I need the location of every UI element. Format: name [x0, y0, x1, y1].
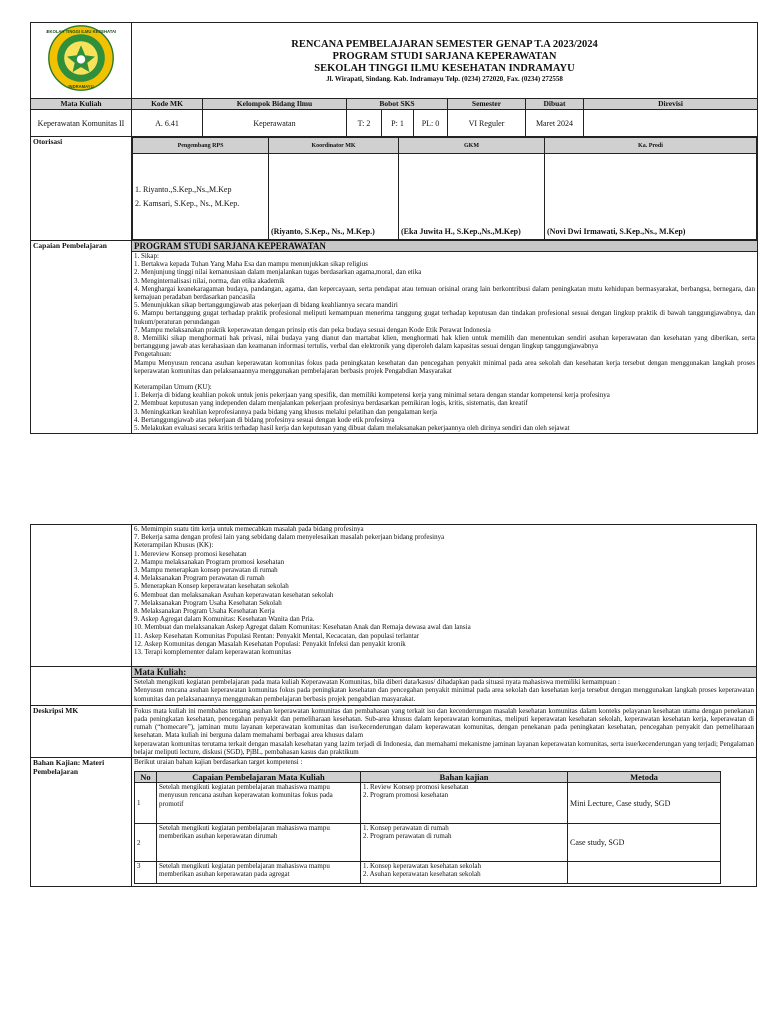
row-1-bahan-1: 1. Review Konsep promosi kesehatan: [363, 783, 469, 792]
kk-title: Keterampilan Khusus (KK):: [134, 541, 214, 550]
row-2-bahan: [361, 824, 568, 862]
rps-header-table: [30, 22, 758, 434]
kk-3: 3. Mampu menerapkan konsep perawatan di rumah: [134, 566, 278, 575]
row-1-cpmk: Setelah mengikuti kegiatan pembelajaran mahasiswa mampu menyusun rencana asuhan keperawatan komunitas fokus pada promotif: [157, 783, 361, 824]
bahan-intro: Berikut uraian bahan kajian berdasarkan target kompetensi :: [134, 758, 303, 767]
row-1-bahan: [361, 783, 568, 824]
kk-5: 5. Menerapkan Konsep keperawatan kesehatan sekolah: [134, 582, 289, 591]
sikap-4: 4. Menghargai keanekaragaman budaya, pandangan, agama, dan kepercayaan, serta pendapat atau temuan orisinal orang lain berkontribusi dalam peningkatan mutu kehidupan bermasyarakat, berbangsa, bernegara, dan kemajuan peradaban berdasarkan pancasila: [134, 284, 755, 302]
pengembang-2: 2. Kamsari, S.Kep., Ns., M.Kep.: [135, 198, 240, 208]
value-dibuat: Maret 2024: [526, 110, 584, 137]
value-semester: VI Reguler: [448, 110, 526, 137]
col-metoda: Metoda: [568, 772, 721, 783]
pengembang-list: [133, 154, 269, 240]
svg-text:INDRAMAYU: INDRAMAYU: [68, 84, 94, 90]
label-deskripsi: Deskripsi MK: [31, 705, 132, 757]
label-kelompok: Kelompok Bidang Ilmu: [203, 99, 347, 110]
otorisasi-col-kaprodi: Ka. Prodi: [545, 138, 757, 154]
otorisasi-table: [132, 137, 757, 240]
gkm-sign: [399, 154, 545, 240]
ku-1: 1. Bekerja di bidang keahlian pokok untuk jenis pekerjaan yang spesifik, dan memiliki kompetensi kerja yang minimal setara dengan standar kompetensi kerja profesinya: [134, 391, 610, 400]
label-otorisasi: Otorisasi: [31, 137, 132, 241]
row-3-no: 3: [135, 862, 157, 884]
kk-2: 2. Mampu melaksanakan Program promosi kesehatan: [134, 557, 285, 566]
row-2-bahan-1: 1. Konsep perawatan di rumah: [363, 824, 449, 833]
ku-5: 5. Melakukan evaluasi secara kritis terhadap hasil kerja dan keputusan yang dibuat dalam melaksanakan pekerjaannya oleh dirinya sendiri dan oleh sejawat: [134, 424, 570, 433]
value-kode: A. 6.41: [132, 110, 203, 137]
koordinator-sign: [269, 154, 399, 240]
row-2-cpmk: Setelah mengikuti kegiatan pembelajaran mahasiswa mampu memberikan asuhan keperawatan dirumah: [157, 824, 361, 862]
title-line-1: RENCANA PEMBELAJARAN SEMESTER GENAP T.A 2023/2024: [291, 38, 598, 50]
koordinator-name: (Riyanto, S.Kep., Ns., M.Kep.): [271, 227, 375, 236]
label-bahan-kajian: Bahan Kajian: Materi Pembelajaran: [31, 758, 132, 887]
kk-13: 13. Terapi komplementer dalam keperawatan komunitas: [134, 648, 292, 657]
row-2-no: 2: [135, 824, 157, 862]
bahan-cell: [132, 758, 757, 887]
pengetahuan-title: Pengetahuan:: [134, 350, 172, 359]
deskripsi-2: keperawatan komunitas terutama terkait dengan masalah kesehatan yang lazim terjadi di Indonesia, dan memahami mekanisme jaminan layanan keperawatan komunitas, serta isue/kecenderungan yang terjadi; Pengalaman belajar meliputi lecture, diskusi (SGD), PjBL, pembahasan kasus dan praktikum: [134, 739, 754, 756]
sikap-8: 8. Memiliki sikap menghormati hak privasi, nilai budaya yang dianut dan martabat klien, menghormati hak klien untuk memilih dan menentukan sendiri asuhan keperawatan dan kesehatan yang diberikan, serta bertanggung jawab atas kerahasiaan dan keamanan informasi tertulis, verbal dan elektronik yang diperoleh dalam kapasitas sesuai dengan lingkup tanggungjawabnya: [134, 334, 755, 351]
kk-4: 4. Melaksanakan Program perawatan di rumah: [134, 574, 265, 583]
sikap-5: 5. Menunjukkan sikap bertanggungjawab atas pekerjaan di bidang keahliannya secara mandiri: [134, 301, 398, 310]
mk-text-2: Menyusun rencana asuhan keperawatan komunitas fokus pada peningkatan kesehatan dan pencegahan penyakit minimal pada area sekolah dan kesehatan kerja tersebut dengan menggunakan langkah proses keperawatan komunitas dan pelaksanaannya menggunakan pembelajaran berbasis projek pengabdian masyarakat.: [134, 686, 754, 703]
sikap-2: 2. Menjunjung tinggi nilai kemanusiaan dalam menjalankan tugas berdasarkan agama,moral, dan etika: [134, 268, 422, 277]
sikap-7: 7. Mampu melaksanakan praktik keperawatan dengan prinsip etis dan peka budaya sesuai dengan Kode Etik Perawat Indonesia: [134, 325, 491, 334]
capaian-cell: [132, 241, 758, 434]
label-bobot-sks: Bobot SKS: [347, 99, 448, 110]
kk-10: 10. Membuat dan melaksanakan Askep Agregat dalam Komunitas: Kesehatan Anak dan Remaja dewasa awal dan lansia: [134, 623, 471, 632]
value-t: T: 2: [347, 110, 382, 137]
col-cpmk: Capaian Pembelajaran Mata Kuliah: [157, 772, 361, 783]
cpl-content: [132, 252, 757, 433]
pengetahuan-text: Mampu Menyusun rencana asuhan keperawatan komunitas fokus pada peningkatan kesehatan dan pencegahan penyakit minimal pada area sekolah dan kesehatan kerja tersebut dengan menggunakan langkah proses keperawatan komunitas dan pelaksanaannya menggunakan pembelajaran berbasis projek Pengabdian Masyarakat: [134, 358, 755, 375]
label-kode-mk: Kode MK: [132, 99, 203, 110]
kk-12: 12. Askep Komunitas dengan Masalah Kesehatan Populasi: Penyakit Infeksi dan penyakit kronik: [134, 639, 406, 648]
ku-3: 3. Meningkatkan keahlian keprofesiannya pada bidang yang khusus melalui pelatihan dan pengalaman kerja: [134, 407, 438, 416]
continuation-content: [132, 525, 757, 667]
rps-continuation-table: [30, 524, 757, 887]
kk-11: 11. Askep Kesehatan Komunitas Populasi Rentan: Penyakit Mental, Kecacatan, dan populasi terlantar: [134, 631, 420, 640]
ku-6: 6. Memimpin suatu tim kerja untuk memecahkan masalah pada bidang profesinya: [134, 525, 364, 533]
ku-title: Keterampilan Umum (KU):: [134, 383, 212, 392]
label-semester: Semester: [448, 99, 526, 110]
sikap-1: 1. Bertakwa kepada Tuhan Yang Maha Esa dan mampu menunjukkan sikap religius: [134, 260, 368, 269]
mk-left: [31, 667, 132, 706]
kk-6: 6. Membuat dan melaksanakan Asuhan keperawatan kesehatan sekolah: [134, 590, 334, 599]
row-3-bahan-2: 2. Asuhan keperawatan kesehatan sekolah: [363, 870, 481, 879]
ku-4: 4. Bertanggungjawab atas pekerjaan di bidang profesinya sesuai dengan kode etik profesinya: [134, 415, 395, 424]
bahan-table: [134, 771, 721, 884]
otorisasi-cell: [132, 137, 758, 241]
col-no: No: [135, 772, 157, 783]
value-kelompok: Keperawatan: [203, 110, 347, 137]
col-bahan: Bahan kajian: [361, 772, 568, 783]
deskripsi-1: Fokus mata kuliah ini membahas tentang asuhan keperawatan komunitas dan pembahasan yang terkait isu dan kecenderungan masalah kesehatan komunitas dalam konteks pelayanan kesehatan utama dengan penekanan pada peningkatan kesehatan, pencegahan penyakit dan pemeliharaan kesehatan. Sub-area khusus dalam keperawatan komunitas, meliputi keperawatan kesehatan sekolah, keperawatan kesehatan kerja, keperawatan di rumah (“homecare”), jaminan mutu layanan keperawatan komunitas dan isu/kecenderungan dalam keperawatan komunitas, dengan penekanan pada peningkatan kesehatan, pencegahan penyakit dan pemeliharaan kesehatan. Mata kuliah ini berguna dalam memahami berbagai area khusus dalam: [134, 706, 754, 740]
mk-heading: Mata Kuliah:: [132, 667, 756, 678]
title-line-3: SEKOLAH TINGGI ILMU KESEHATAN INDRAMAYU: [314, 62, 575, 74]
row-1-metoda: Mini Lecture, Case study, SGD: [568, 783, 721, 824]
svg-text:SEKOLAH TINGGI ILMU KESEHATAN: SEKOLAH TINGGI ILMU KESEHATAN: [46, 28, 116, 34]
mk-text: [132, 678, 756, 705]
address: Jl. Wirapati, Sindang. Kab. Indramayu Telp. (0234) 272020, Fax. (0234) 272558: [326, 74, 563, 83]
title-line-2: PROGRAM STUDI SARJANA KEPERAWATAN: [332, 50, 557, 62]
otorisasi-col-pengembang: Pengembang RPS: [133, 138, 269, 154]
kk-8: 8. Melaksanakan Program Usaha Kesehatan Kerja: [134, 607, 275, 616]
mk-cell: [132, 667, 757, 706]
row-3-cpmk: Setelah mengikuti kegiatan pembelajaran mahasiswa mampu memberikan asuhan keperawatan pada agregat: [157, 862, 361, 884]
row-3-bahan: [361, 862, 568, 884]
row-3-metoda: [568, 862, 721, 884]
label-dibuat: Dibuat: [526, 99, 584, 110]
label-direvisi: Direvisi: [584, 99, 758, 110]
ku-2: 2. Membuat keputusan yang independen dalam menjalankan pekerjaan profesinya berdasarkan pemikiran logis, kritis, sistematis, dan kreatif: [134, 399, 528, 408]
deskripsi-cell: [132, 705, 757, 757]
row-2-bahan-2: 2. Program perawatan di rumah: [363, 832, 452, 841]
label-capaian: Capaian Pembelajaran: [31, 241, 132, 434]
rps-page-1: [30, 22, 757, 434]
stikes-logo: [46, 23, 116, 93]
row-2-metoda: Case study, SGD: [568, 824, 721, 862]
kaprodi-sign: [545, 154, 757, 240]
row-1-no: 1: [135, 783, 157, 824]
kk-7: 7. Melaksanakan Program Usaha Kesehatan Sekolah: [134, 598, 282, 607]
gkm-name: (Eka Juwita H., S.Kep.,Ns.,M.Kep): [401, 227, 521, 236]
sikap-3: 3. Menginternalisasi nilai, norma, dan etika akademik: [134, 276, 285, 285]
value-p: P: 1: [382, 110, 414, 137]
title-cell: [132, 23, 758, 99]
logo-cell: [31, 23, 132, 99]
sikap-title: 1. Sikap:: [134, 252, 159, 260]
cpl-heading: PROGRAM STUDI SARJANA KEPERAWATAN: [132, 241, 757, 252]
value-direvisi: [584, 110, 758, 137]
label-mata-kuliah: Mata Kuliah: [31, 99, 132, 110]
pengembang-1: 1. Riyanto.,S.Kep.,Ns.,M.Kep: [135, 184, 232, 194]
row-1-bahan-2: 2. Program promosi kesehatan: [363, 791, 449, 800]
row-3-bahan-1: 1. Konsep keperawatan kesehatan sekolah: [363, 862, 481, 871]
value-mata-kuliah: Keperawatan Komunitas II: [31, 110, 132, 137]
rps-page-2: [30, 524, 757, 887]
kaprodi-name: (Novi Dwi Irmawati, S.Kep.,Ns., M.Kep): [547, 227, 686, 236]
sikap-6: 6. Mampu bertanggung gugat terhadap praktik profesional meliputi kemampuan menerima tanggung gugat terhadap keputusan dan tindakan profesional sesuai dengan lingkup praktik di bawah tanggungjawabnya, dan hukum/peraturan perundangan: [134, 309, 755, 326]
otorisasi-col-gkm: GKM: [399, 138, 545, 154]
ku-7: 7. Bekerja sama dengan profesi lain yang sebidang dalam menyelesaikan masalah pekerjaan bidang profesinya: [134, 533, 445, 542]
mk-text-1: Setelah mengikuti kegiatan pembelajaran pada mata kuliah Keperawatan Komunitas, bila diberi data/kasus/ dihadapkan pada situasi nyata mahasiswa memiliki kemampuan :: [134, 678, 620, 687]
continuation-left: [31, 525, 132, 667]
value-pl: PL: 0: [414, 110, 448, 137]
kk-9: 9. Askep Agregat dalam Komunitas: Kesehatan Wanita dan Pria.: [134, 615, 315, 624]
kk-1: 1. Mereview Konsep promosi kesehatan: [134, 549, 247, 558]
otorisasi-col-koordinator: Koordinator MK: [269, 138, 399, 154]
